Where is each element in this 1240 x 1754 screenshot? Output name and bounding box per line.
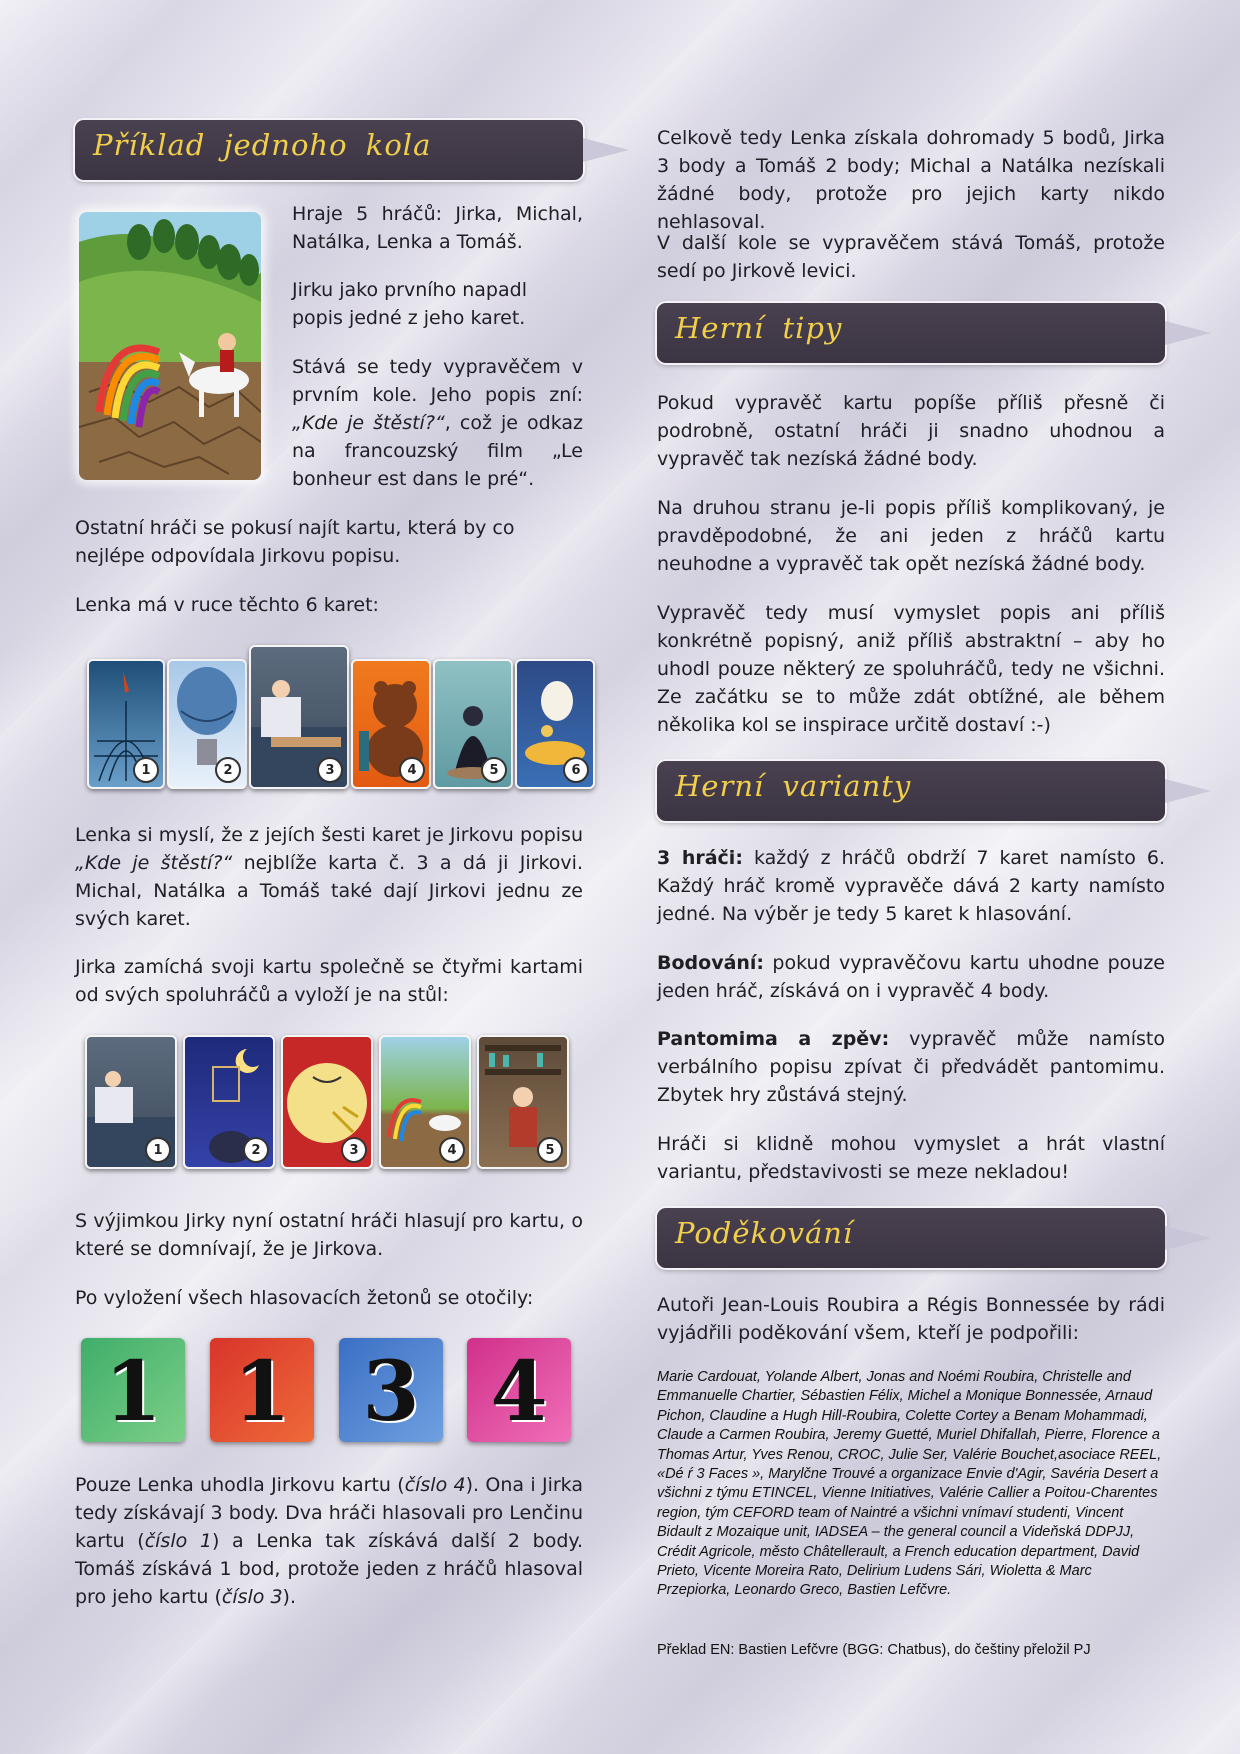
variant-label: Pantomima a zpěv:: [657, 1028, 890, 1050]
voting-paragraph: S výjimkou Jirky nyní ostatní hráči hlasují pro kartu, o které se domnívají, že je Jirkova.: [75, 1210, 583, 1260]
card-number: 5: [481, 757, 507, 783]
hand-card: [167, 659, 247, 789]
section-heading-thanks: [657, 1208, 1165, 1268]
tips-paragraph-1: Pokud vypravěč kartu popíše příliš přesně či podrobně, ostatní hráči ji snadno uhodnou a vypravěč tak nezíská žádné body.: [657, 392, 1165, 470]
lenka-thinks-quote: „Kde je štěstí?“: [75, 852, 233, 874]
next-round-paragraph: V další kole se vypravěčem stává Tomáš, protože sedí po Jirkově levici.: [657, 232, 1165, 282]
hand-card: [515, 659, 595, 789]
card-number: 2: [215, 757, 241, 783]
variant-label: Bodování:: [657, 952, 765, 974]
vote-token-pink: [467, 1338, 571, 1442]
heading-text: Herní tipy: [675, 311, 843, 345]
storyteller-quote: „Kde je štěstí?“: [292, 412, 445, 434]
card-number: 1: [133, 757, 159, 783]
storyteller-paragraph: [292, 353, 583, 493]
thanks-paragraph: Autoři Jean-Louis Roubira a Régis Bonnessée by rádi vyjádřili poděkování všem, kteří je podpořili:: [657, 1294, 1165, 1344]
lenka-thinks-b: nejblíže karta č. 3 a dá ji Jirkovi. Michal, Natálka a Tomáš také dají Jirkovi jednu ze svých karet.: [75, 852, 583, 930]
table-cards: [85, 1035, 569, 1169]
result-italic-1: číslo 4: [404, 1474, 466, 1496]
hand-card: [351, 659, 431, 789]
card-number: 1: [145, 1137, 171, 1163]
others-search-paragraph: Ostatní hráči se pokusí najít kartu, která by co nejlépe odpovídala Jirkovu popisu.: [75, 517, 515, 567]
result-text-2: ). Ona i Jirka tedy získávají 3 body. Dva hráči hlasovali pro Lenčinu kartu (: [75, 1474, 583, 1552]
token-number: 4: [490, 1344, 548, 1440]
shuffle-paragraph: Jirka zamíchá svoji kartu společně se čtyřmi kartami od svých spoluhráčů a vyloží je na stůl:: [75, 956, 583, 1006]
card-number: 6: [563, 757, 589, 783]
table-card: [477, 1035, 569, 1169]
token-number: 3: [362, 1344, 420, 1440]
card-number: 3: [317, 757, 343, 783]
variant-text: pokud vypravěčovu kartu uhodne pouze jeden hráč, získává on i vypravěč 4 body.: [657, 952, 1165, 1002]
heading-text: Poděkování: [675, 1216, 854, 1250]
card-number: 4: [399, 757, 425, 783]
variant-label: 3 hráči:: [657, 847, 743, 869]
hand-card: [249, 645, 349, 789]
lenka-thinks-a: Lenka si myslí, že z jejích šesti karet je Jirkovu popisu: [75, 824, 583, 846]
card-number: 4: [439, 1137, 465, 1163]
result-italic-2: číslo 1: [144, 1530, 212, 1552]
hand-card: [433, 659, 513, 789]
result-text-4: ).: [282, 1586, 296, 1608]
vote-token-green: [81, 1338, 185, 1442]
heading-text: Herní varianty: [675, 769, 912, 803]
rainbow-horse-illustration: [79, 212, 261, 480]
result-italic-3: číslo 3: [221, 1586, 283, 1608]
section-heading-example-round: [75, 120, 583, 180]
banner-decoration: [1165, 779, 1211, 803]
table-card: [85, 1035, 177, 1169]
section-heading-variants: [657, 761, 1165, 821]
credits-list: Marie Cardouat, Yolande Albert, Jonas and Noémi Roubira, Christelle and Emmanuelle Chartier, Sébastien Félix, Michel a Monique Bonnessée, Arnaud Pichon, Claudine a Hugh Hill-Roubira, Colette Cortey a Benam Mohammadi, Claude a Carmen Roubira, Jeremy Guetté, Muriel Dhifallah, Pierre, Florence a Thomas Artur, Yves Renou, CROC, Julie Ser, Valérie Bouchet,asociace REEL, «Dé ŕ 3 Faces », Marylčne Trouvé a organizace Envie d'Agir, Savéria Desert a všichni z týmu ETINCEL, Vienne Initiatives, Valérie Callier a Poitou-Charentes region, tým CEFORD team of Naintré a všichni vnímaví studenti, Vincent Bidault z Mozaique unit, IADSEA – the general council a Videňská DDPJJ, Crédit Agricole, město Châtellerault, a French education department, David Prieto, Vicente Moreira Rato, Delirium Ludens Sári, Wioletta & Marc Przepiorka, Leonardo Greco, Bastien Lefčvre.: [657, 1369, 1162, 1599]
variant-3-players: [657, 844, 1165, 928]
table-card: [379, 1035, 471, 1169]
card-number: 5: [537, 1137, 563, 1163]
tips-paragraph-2: Na druhou stranu je-li popis příliš komplikovaný, je pravděpodobné, že ani jeden z hráčů kartu neuhodne a vypravěč tak opět nezíská žádné body.: [657, 497, 1165, 575]
storyteller-text-a: Stává se tedy vypravěčem v prvním kole. Jeho popis zní:: [292, 356, 583, 406]
variant-scoring: [657, 949, 1165, 1005]
result-text-1: Pouze Lenka uhodla Jirkovu kartu (: [75, 1474, 405, 1496]
section-heading-tips: [657, 303, 1165, 363]
vote-token-red: [210, 1338, 314, 1442]
hand-card: [87, 659, 165, 789]
table-card: [281, 1035, 373, 1169]
card-number: 2: [243, 1137, 269, 1163]
tips-paragraph-3: Vypravěč tedy musí vymyslet popis ani příliš konkrétně popisný, aniž příliš abstraktní – aby ho uhodl pouze některý ze spoluhráčů, tedy ne všichni. Ze začátku se to může zdát obtížné, ale během několika kol se inspirace určitě dostaví :-): [657, 602, 1165, 736]
card-number: 3: [341, 1137, 367, 1163]
token-number: 1: [233, 1344, 291, 1440]
heading-text: Příklad jednoho kola: [93, 128, 432, 162]
translation-credit: Překlad EN: Bastien Lefčvre (BGG: Chatbus), do češtiny přeložil PJ: [657, 1642, 1091, 1658]
storyteller-text-b: , což je odkaz na francouzský film „Le bonheur est dans le pré“.: [292, 412, 583, 490]
lenka-thinks-paragraph: [75, 821, 583, 933]
lenka-hand-cards: [87, 655, 595, 789]
token-number: 1: [104, 1344, 162, 1440]
variant-pantomime: [657, 1025, 1165, 1109]
variant-text: vypravěč může namísto verbálního popisu zpívat či předvádět pantomimu. Zbytek hry zůstává stejný.: [657, 1028, 1165, 1106]
total-paragraph: Celkově tedy Lenka získala dohromady 5 bodů, Jirka 3 body a Tomáš 2 body; Michal a Natálka nezískali žádné body, protože pro jejich karty nikdo nehlasoval.: [657, 127, 1165, 233]
banner-decoration: [1165, 1226, 1211, 1250]
intro-players-paragraph: Hraje 5 hráčů: Jirka, Michal, Natálka, Lenka a Tomáš.: [292, 203, 583, 253]
revealed-paragraph: Po vyložení všech hlasovacích žetonů se otočily:: [75, 1287, 534, 1309]
result-paragraph: [75, 1471, 583, 1611]
lenka-hand-paragraph: Lenka má v ruce těchto 6 karet:: [75, 594, 379, 616]
banner-decoration: [583, 138, 629, 162]
vote-token-blue: [339, 1338, 443, 1442]
variant-text: každý z hráčů obdrží 7 karet namísto 6. Každý hráč kromě vypravěče dává 2 karty namísto jedné. Na výběr je tedy 5 karet k hlasování.: [657, 847, 1165, 925]
variant-own: Hráči si klidně mohou vymyslet a hrát vlastní variantu, představivosti se meze nekladou!: [657, 1133, 1165, 1183]
intro-first-paragraph: Jirku jako prvního napadl popis jedné z jeho karet.: [292, 279, 527, 329]
table-card: [183, 1035, 275, 1169]
result-text-3: ) a Lenka tak získává další 2 body. Tomáš získává 1 bod, protože jeden z hráčů hlasoval pro jeho kartu (: [75, 1530, 583, 1608]
banner-decoration: [1165, 321, 1211, 345]
